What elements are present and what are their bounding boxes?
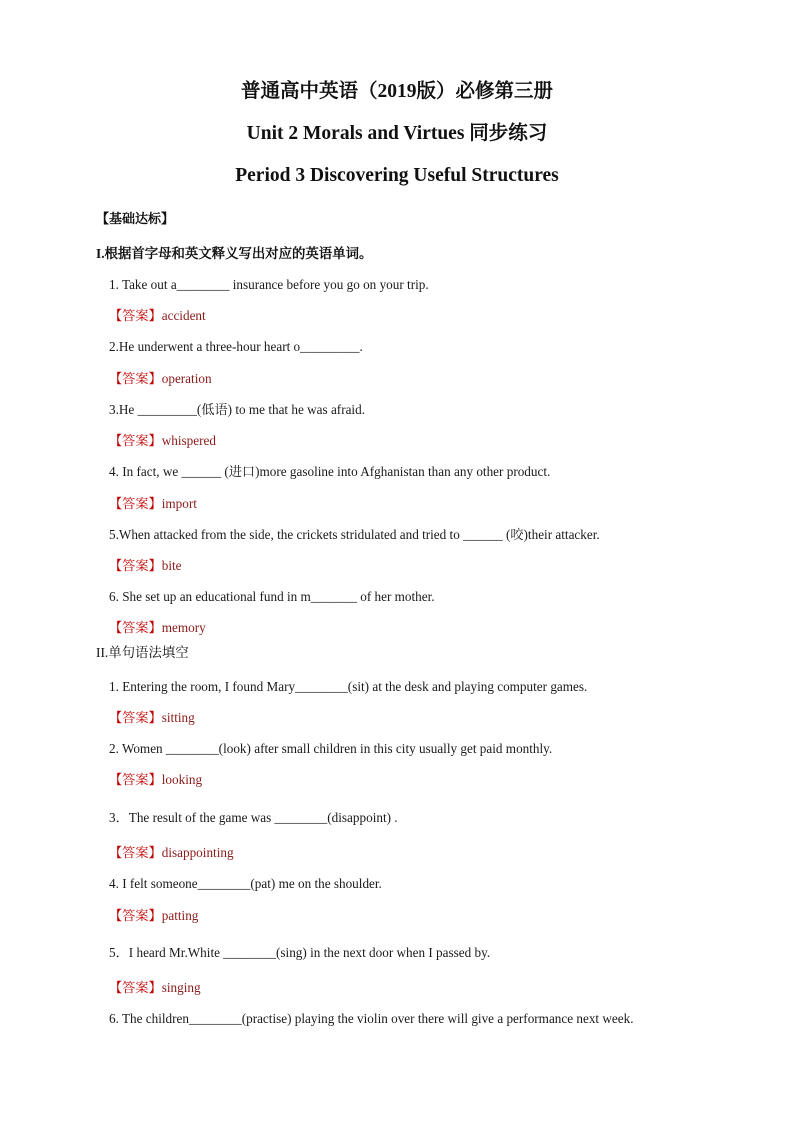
answer-value: memory [161,620,206,635]
answer-label: 【答案】 [109,371,162,386]
s2-question-6: 6. The children________(practise) playing the violin over there will give a performance next week. [109,1011,634,1026]
section1-heading: I.根据首字母和英文释义写出对应的英语单词。 [96,246,373,261]
s1-answer-3 [109,432,216,450]
answer-label: 【答案】 [109,845,162,860]
title-line-2: Unit 2 Morals and Virtues 同步练习 [246,123,548,144]
s1-answer-2 [109,370,212,388]
answer-label: 【答案】 [109,558,162,573]
answer-label: 【答案】 [109,908,162,923]
s1-answer-1 [109,307,206,325]
s1-answer-4 [109,495,197,513]
answer-label: 【答案】 [109,980,162,995]
answer-value: looking [161,772,203,787]
title-line-3: Period 3 Discovering Useful Structures [235,165,559,186]
s1-question-5: 5.When attacked from the side, the crickets stridulated and tried to ______ (咬)their attacker. [109,527,600,542]
s2-question-3: 3．The result of the game was ________(disappoint) . [109,810,398,825]
s2-question-2: 2. Women ________(look) after small children in this city usually get paid monthly. [109,741,553,756]
s2-question-1: 1. Entering the room, I found Mary________(sit) at the desk and playing computer games. [109,679,588,694]
s2-answer-3 [109,844,234,862]
s2-question-4: 4. I felt someone________(pat) me on the shoulder. [109,876,382,891]
section2-heading: II.单句语法填空 [96,645,189,660]
s2-answer-1 [109,709,195,727]
s1-question-2: 2.He underwent a three-hour heart o_________. [109,339,363,354]
answer-value: patting [161,908,199,923]
answer-label: 【答案】 [109,496,162,511]
s1-question-4: 4. In fact, we ______ (进口)more gasoline into Afghanistan than any other product. [109,464,551,479]
s2-answer-2 [109,771,202,789]
answer-value: accident [161,308,206,323]
answer-value: operation [161,371,212,386]
s1-answer-5 [109,557,182,575]
answer-label: 【答案】 [109,433,162,448]
answer-value: disappointing [161,845,234,860]
title-line-1: 普通高中英语（2019版）必修第三册 [240,81,553,102]
answer-value: whispered [161,433,216,448]
answer-value: import [161,496,197,511]
s2-question-5: 5．I heard Mr.White ________(sing) in the next door when I passed by. [109,945,491,960]
answer-label: 【答案】 [109,620,162,635]
answer-value: singing [161,980,201,995]
answer-label: 【答案】 [109,772,162,787]
s2-answer-4 [109,907,198,925]
s1-question-1: 1. Take out a________ insurance before you go on your trip. [109,277,429,292]
s1-question-3: 3.He _________(低语) to me that he was afraid. [109,402,365,417]
s2-answer-5 [109,979,201,997]
s1-question-6: 6. She set up an educational fund in m_______ of her mother. [109,589,435,604]
answer-label: 【答案】 [109,308,162,323]
answer-value: sitting [161,710,195,725]
answer-label: 【答案】 [109,710,162,725]
answer-value: bite [161,558,182,573]
section-tag: 【基础达标】 [96,211,175,226]
s1-answer-6 [109,619,206,637]
